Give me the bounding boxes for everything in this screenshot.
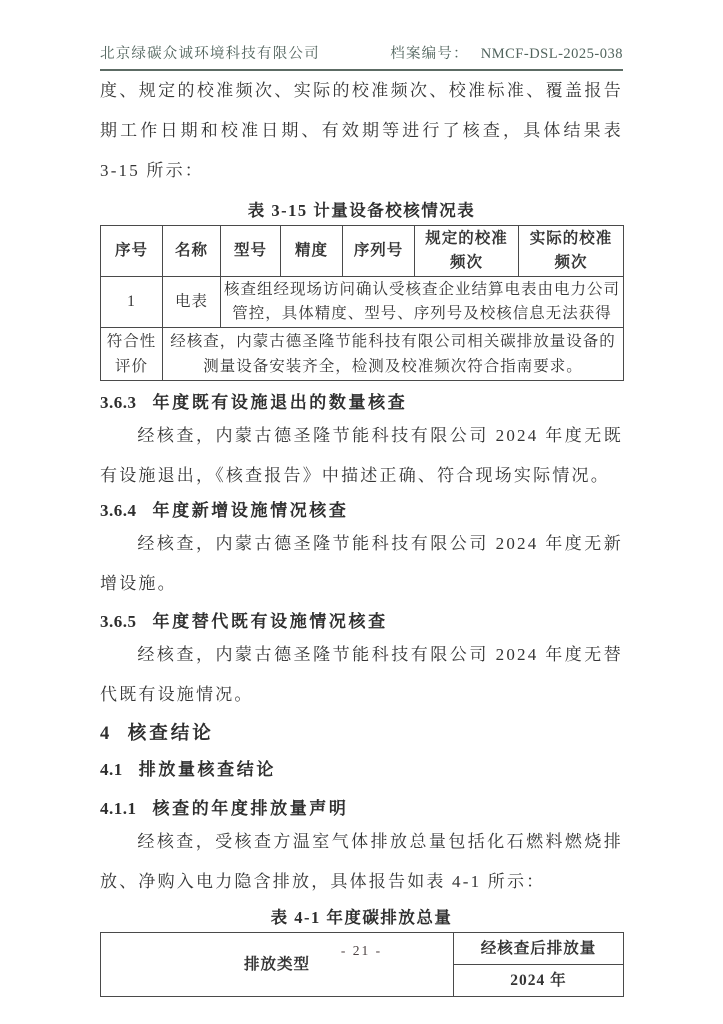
chapter-number: 4 — [100, 724, 110, 744]
col-header-name: 名称 — [163, 226, 221, 277]
col-header-seq: 序号 — [101, 226, 163, 277]
table-4-1-title: 表 4-1 年度碳排放总量 — [270, 908, 453, 927]
conformity-label-cell: 符合性评价 — [101, 328, 163, 381]
section-body-3-6-5: 经核查，内蒙古德圣隆节能科技有限公司 2024 年度无替代既有设施情况。 — [100, 645, 623, 704]
table-3-15-title: 表 3-15 计量设备校核情况表 — [247, 201, 476, 220]
page-number: - 21 - — [340, 943, 383, 958]
table-header-row — [101, 226, 624, 277]
col-header-actual-freq: 实际的校准频次 — [519, 226, 624, 277]
archive-number-group — [390, 44, 623, 64]
section-heading-4-1-1 — [100, 796, 623, 822]
section-number: 4.1.1 — [100, 799, 137, 818]
archive-label: 档案编号： — [390, 46, 469, 62]
calibration-table — [100, 225, 624, 381]
meter-seq-cell: 1 — [101, 277, 163, 328]
table-row-conformity — [101, 328, 624, 381]
section-heading-3-6-5 — [100, 609, 623, 635]
col-header-serial: 序列号 — [343, 226, 415, 277]
archive-number: NMCF-DSL-2025-038 — [480, 46, 623, 62]
intro-paragraph: 度、规定的校准频次、实际的校准频次、校准标准、覆盖报告期工作日期和校准日期、有效期等进行了核查，具体结果表 3-15 所示： — [100, 81, 623, 180]
section-title: 年度新增设施情况核查 — [152, 501, 349, 520]
meter-note-cell: 核查组经现场访问确认受核查企业结算电表由电力公司管控，具体精度、型号、序列号及校核信息无法获得 — [221, 277, 624, 328]
emission-type-header: 排放类型 — [101, 933, 454, 997]
section-heading-3-6-4 — [100, 498, 623, 524]
section-body-3-6-3: 经核查，内蒙古德圣隆节能科技有限公司 2024 年度无既有设施退出，《核查报告》中描述正确、符合现场实际情况。 — [100, 426, 623, 485]
section-title: 核查的年度排放量声明 — [152, 799, 349, 818]
emissions-table — [100, 932, 624, 997]
conformity-note-cell: 经核查，内蒙古德圣隆节能科技有限公司相关碳排放量设备的测量设备安装齐全，检测及校准频次符合指南要求。 — [163, 328, 624, 381]
col-header-precision: 精度 — [281, 226, 343, 277]
col-header-required-freq: 规定的校准频次 — [415, 226, 519, 277]
section-number: 3.6.4 — [100, 501, 137, 520]
page-header — [100, 44, 623, 71]
section-heading-3-6-3 — [100, 390, 623, 416]
section-number: 3.6.3 — [100, 393, 137, 412]
section-body-3-6-4: 经核查，内蒙古德圣隆节能科技有限公司 2024 年度无新增设施。 — [100, 534, 623, 593]
section-title: 年度替代既有设施情况核查 — [152, 612, 388, 631]
year-header: 2024 年 — [454, 965, 624, 997]
chapter-heading-4 — [100, 719, 623, 749]
section-number: 4.1 — [100, 760, 123, 779]
verified-emission-header: 经核查后排放量 — [454, 933, 624, 965]
meter-name-cell: 电表 — [163, 277, 221, 328]
section-title: 年度既有设施退出的数量核查 — [152, 393, 408, 412]
col-header-model: 型号 — [221, 226, 281, 277]
section-number: 3.6.5 — [100, 612, 137, 631]
company-name: 北京绿碳众诚环境科技有限公司 — [100, 46, 320, 62]
section-heading-4-1 — [100, 757, 623, 783]
section-title: 排放量核查结论 — [138, 760, 276, 779]
chapter-title: 核查结论 — [127, 724, 214, 744]
section-body-4-1-1: 经核查，受核查方温室气体排放总量包括化石燃料燃烧排放、净购入电力隐含排放，具体报告如表 4-1 所示： — [100, 832, 623, 891]
table-row-meter — [101, 277, 624, 328]
